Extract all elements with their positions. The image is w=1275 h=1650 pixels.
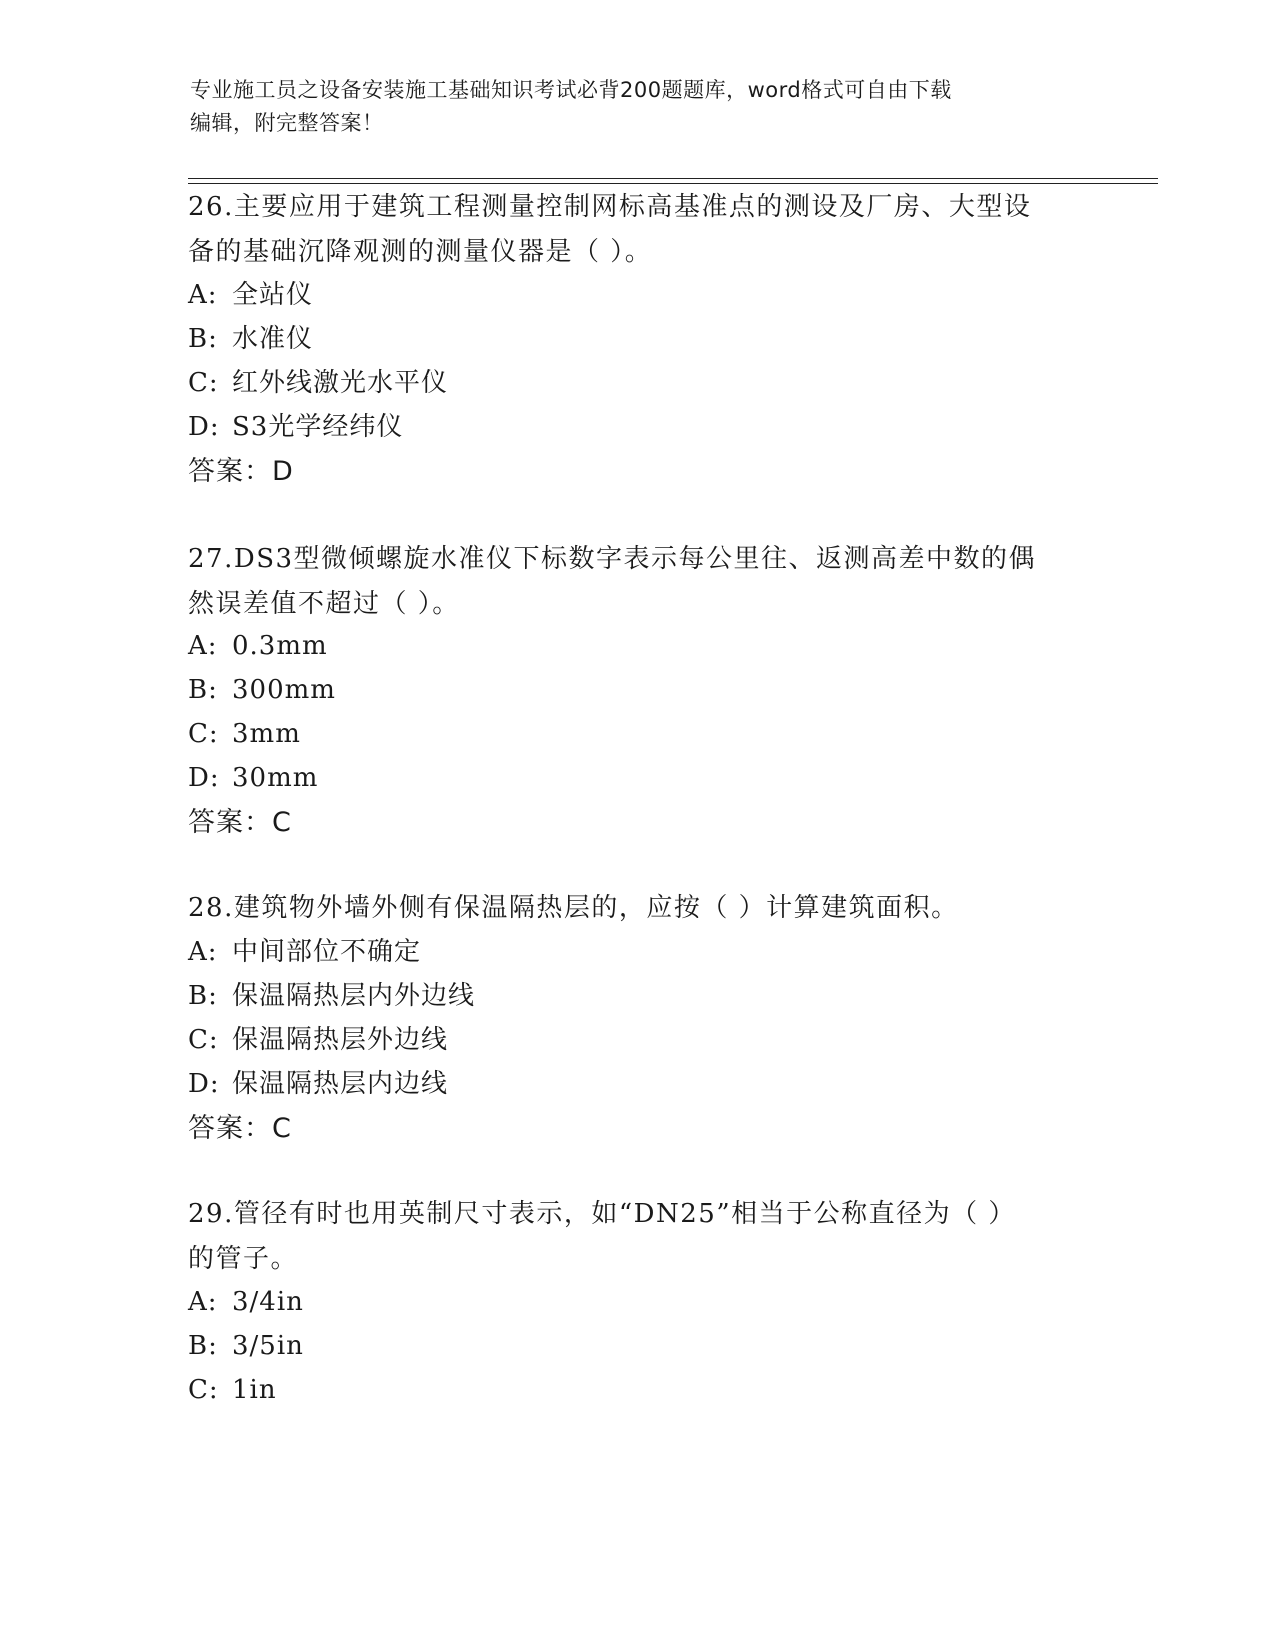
question-28-option-d <box>188 1062 1088 1107</box>
option-letter: C: <box>188 1375 219 1405</box>
option-letter: A: <box>188 937 218 967</box>
question-28-option-b <box>188 974 1088 1019</box>
header-line-2: 编辑，附完整答案！ <box>190 111 384 135</box>
option-text: 保温隔热层外边线 <box>232 1025 449 1055</box>
question-26-option-c <box>188 361 1088 406</box>
question-26-option-b <box>188 317 1088 362</box>
question-26-stem <box>188 185 1088 275</box>
question-26-line-2: 备的基础沉降观测的测量仪器是（ ）。 <box>188 237 653 267</box>
question-28-line-1: 28.建筑物外墙外侧有保温隔热层的，应按（ ）计算建筑面积。 <box>188 893 959 923</box>
question-28-stem <box>188 886 1088 931</box>
option-letter: C: <box>188 1025 219 1055</box>
option-text: 水准仪 <box>232 324 314 354</box>
option-letter: C: <box>188 719 219 749</box>
question-27-answer: 答案：C <box>188 807 292 838</box>
option-letter: D: <box>188 763 220 793</box>
question-29-line-2: 的管子。 <box>188 1244 299 1274</box>
option-text: 3/4in <box>232 1287 304 1317</box>
question-27-option-c <box>188 712 1088 757</box>
option-text: 保温隔热层内外边线 <box>232 981 476 1011</box>
option-letter: A: <box>188 1287 218 1317</box>
option-letter: B: <box>188 1331 218 1361</box>
option-text: 3mm <box>232 719 301 749</box>
option-text: 300mm <box>232 675 336 705</box>
option-text: 中间部位不确定 <box>232 937 422 967</box>
option-text: 全站仪 <box>232 280 314 310</box>
header-divider-bottom <box>188 183 1158 184</box>
option-letter: D: <box>188 1069 220 1099</box>
question-26-option-a <box>188 273 1088 318</box>
option-letter: C: <box>188 368 219 398</box>
header-divider-top <box>188 178 1158 179</box>
option-text: 30mm <box>232 763 319 793</box>
question-29-stem <box>188 1192 1088 1282</box>
question-28-option-a <box>188 930 1088 975</box>
question-26-answer: 答案：D <box>188 456 294 487</box>
question-29-option-b <box>188 1324 1088 1369</box>
header-line-1: 专业施工员之设备安装施工基础知识考试必背200题题库，word格式可自由下载 <box>190 78 952 102</box>
question-26-option-d <box>188 405 1088 450</box>
question-28-answer: 答案：C <box>188 1113 292 1144</box>
option-letter: A: <box>188 280 218 310</box>
question-27-option-d <box>188 756 1088 801</box>
option-text: 0.3mm <box>232 631 328 661</box>
question-27-line-2: 然误差值不超过（ ）。 <box>188 589 460 619</box>
question-29-line-1: 29.管径有时也用英制尺寸表示，如“DN25”相当于公称直径为（ ） <box>188 1199 1016 1229</box>
option-letter: A: <box>188 631 218 661</box>
question-28-option-c <box>188 1018 1088 1063</box>
option-letter: B: <box>188 981 218 1011</box>
question-29-option-c <box>188 1368 1088 1413</box>
option-letter: D: <box>188 412 220 442</box>
document-header <box>190 74 1090 140</box>
question-27-option-a <box>188 624 1088 669</box>
option-text: S3光学经纬仪 <box>232 412 404 442</box>
question-26-line-1: 26.主要应用于建筑工程测量控制网标高基准点的测设及厂房、大型设 <box>188 192 1032 222</box>
question-27-option-b <box>188 668 1088 713</box>
option-letter: B: <box>188 324 218 354</box>
question-27-line-1: 27.DS3型微倾螺旋水准仪下标数字表示每公里往、返测高差中数的偶 <box>188 544 1037 574</box>
question-29-option-a <box>188 1280 1088 1325</box>
option-text: 1in <box>232 1375 277 1405</box>
option-text: 保温隔热层内边线 <box>232 1069 449 1099</box>
option-text: 红外线激光水平仪 <box>232 368 449 398</box>
question-27-stem <box>188 537 1088 627</box>
option-letter: B: <box>188 675 218 705</box>
option-text: 3/5in <box>232 1331 304 1361</box>
